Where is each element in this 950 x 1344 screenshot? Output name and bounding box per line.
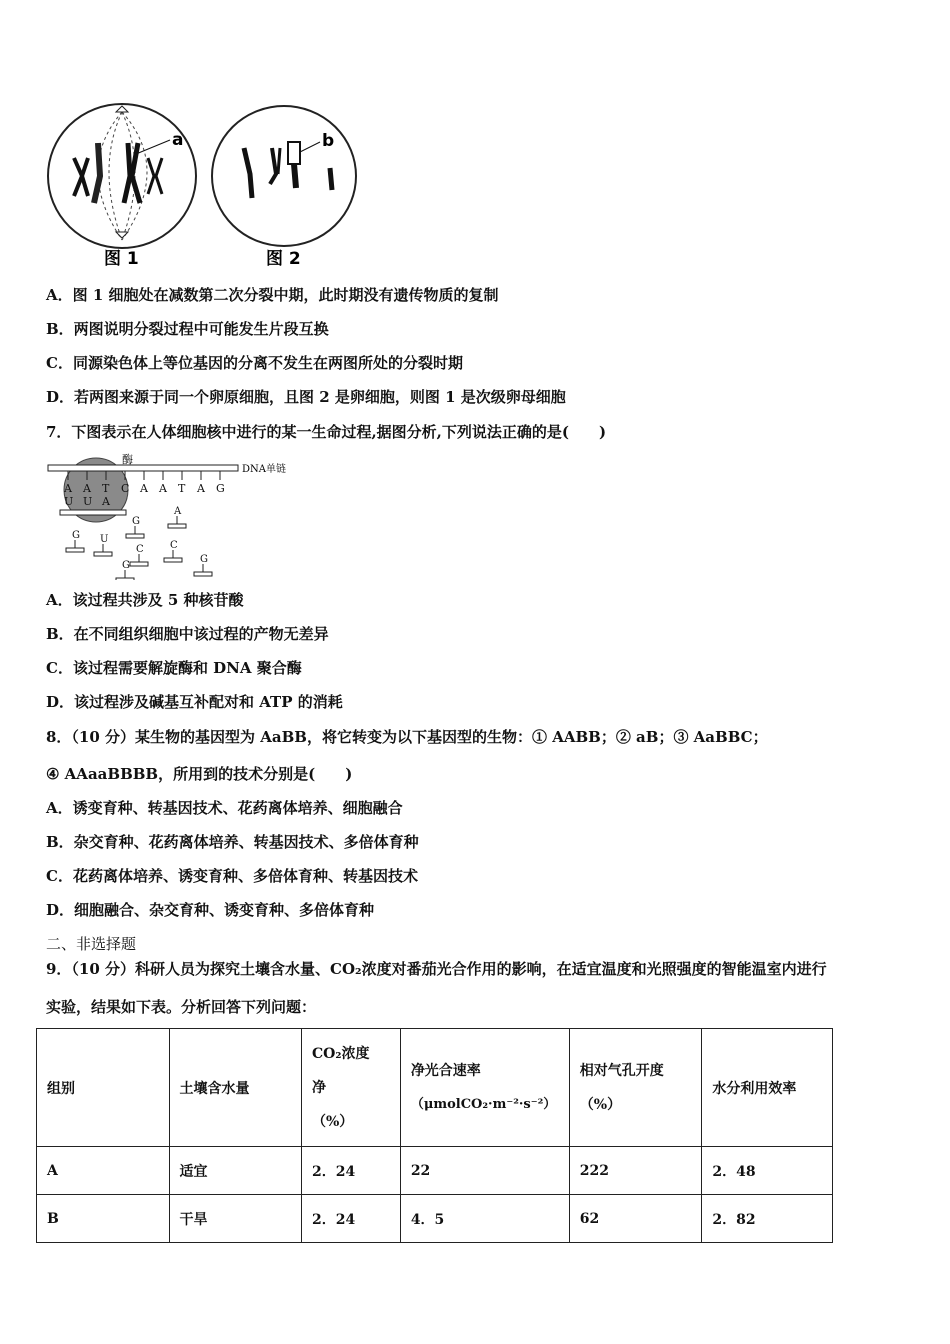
q6-option-a: A．图 1 细胞处在减数第二次分裂中期，此时期没有遗传物质的复制: [46, 286, 499, 304]
q7-option-b: B．在不同组织细胞中该过程的产物无差异: [46, 625, 329, 643]
header-water-efficiency: 水分利用效率: [702, 1029, 833, 1147]
centrosome-top: [116, 106, 128, 112]
cell-2-membrane: [212, 106, 356, 246]
q6-option-b: B．两图说明分裂过程中可能发生片段互换: [46, 320, 329, 338]
free-nucleotide-sugar: [194, 572, 212, 576]
q8-option-b: B．杂交育种、花药离体培养、转基因技术、多倍体育种: [46, 833, 419, 851]
q8-stem-line2: ④ AAaaBBBB，所用到的技术分别是( ): [46, 765, 353, 783]
free-nucleotide-sugar: [130, 562, 148, 566]
q7-option-c: C．该过程需要解旋酶和 DNA 聚合酶: [46, 659, 302, 677]
q7-option-a: A．该过程共涉及 5 种核苷酸: [46, 591, 244, 609]
cell-1-membrane: [48, 104, 196, 248]
header-co2: CO₂浓度 净 （%）: [302, 1029, 401, 1147]
enzyme-label: 酶: [122, 453, 133, 466]
q8-option-a: A．诱变育种、转基因技术、花药离体培养、细胞融合: [46, 799, 403, 817]
free-nucleotide-sugar: [94, 552, 112, 556]
free-nucleotide-base: C: [136, 544, 144, 555]
dna-base: G: [216, 482, 225, 495]
free-nucleotide-sugar: [126, 534, 144, 538]
figure-2-caption: 图 2: [266, 249, 301, 269]
dna-strand: [48, 465, 238, 471]
dna-base: T: [178, 482, 186, 495]
free-nucleotide-base: G: [132, 516, 140, 527]
label-b: b: [322, 131, 335, 151]
q8-stem-line1: 8．（10 分）某生物的基因型为 AaBB，将它转变为以下基因型的生物：① AABB；② aB；③ AaBBC；: [46, 728, 768, 746]
free-nucleotide-base: G: [122, 560, 130, 571]
q7-option-d: D．该过程涉及碱基互补配对和 ATP 的消耗: [46, 693, 343, 711]
header-stomatal-opening: 相对气孔开度 （%）: [569, 1029, 702, 1147]
q7-stem: 7．下图表示在人体细胞核中进行的某一生命过程,据图分析,下列说法正确的是( ): [46, 423, 607, 441]
dna-base: A: [64, 482, 72, 495]
chromosomes-cell-1: [74, 143, 162, 203]
pointer-line-b: [300, 142, 320, 152]
header-group: 组别: [37, 1029, 170, 1147]
section-title: 二、非选择题: [46, 935, 137, 953]
free-nucleotide-sugar: [66, 548, 84, 552]
label-a: a: [172, 130, 184, 150]
free-nucleotide-sugar: [116, 578, 134, 580]
pointer-line-a: [136, 140, 170, 154]
dna-bases: [63, 471, 225, 495]
strand-label: DNA单链: [242, 464, 286, 475]
rna-base: A: [102, 495, 110, 508]
dna-base: A: [83, 482, 91, 495]
transcription-figure: [46, 452, 298, 580]
free-nucleotide-base: C: [170, 540, 178, 551]
centrosome-bottom: [116, 232, 128, 238]
dna-base: C: [121, 482, 130, 495]
table-header-row: [37, 1029, 833, 1147]
chromosomes-cell-2: [244, 142, 332, 198]
free-nucleotide-base: G: [200, 554, 208, 565]
rna-strand: [60, 510, 126, 515]
q6-option-c: C．同源染色体上等位基因的分离不发生在两图所处的分裂时期: [46, 354, 463, 372]
header-net-photosynthesis: 净光合速率 （μmolCO₂·m⁻²·s⁻²）: [400, 1029, 569, 1147]
free-nucleotide-sugar: [164, 558, 182, 562]
q8-option-d: D．细胞融合、杂交育种、诱变育种、多倍体育种: [46, 901, 375, 919]
free-nucleotide-base: G: [72, 530, 80, 541]
q8-option-c: C．花药离体培养、诱变育种、多倍体育种、转基因技术: [46, 867, 418, 885]
rna-base: U: [83, 495, 93, 508]
table-row: B 干旱 2．24 4．5 62 2．82: [37, 1195, 833, 1243]
table-row: A 适宜 2．24 22 222 2．48: [37, 1147, 833, 1195]
q9-stem-line1: 9．（10 分）科研人员为探究土壤含水量、CO₂浓度对番茄光合作用的影响，在适宜温度和光照强度的智能温室内进行: [46, 960, 827, 978]
cell-division-figure: [44, 98, 366, 270]
dna-base: A: [140, 482, 148, 495]
results-table: [36, 1028, 833, 1243]
free-nucleotide-sugar: [168, 524, 186, 528]
rna-bases: [64, 495, 111, 508]
rna-base: U: [64, 495, 74, 508]
dna-base: A: [159, 482, 167, 495]
figure-1-caption: 图 1: [104, 249, 139, 269]
spindle-fibers: [98, 112, 147, 240]
header-soil-water: 土壤含水量: [169, 1029, 302, 1147]
q6-option-d: D．若两图来源于同一个卵原细胞，且图 2 是卵细胞，则图 1 是次级卵母细胞: [46, 388, 566, 406]
free-nucleotide-base: A: [174, 506, 182, 517]
dna-base: A: [197, 482, 205, 495]
free-nucleotide-base: U: [100, 534, 109, 545]
q9-stem-line2: 实验，结果如下表。分析回答下列问题：: [46, 998, 317, 1016]
dna-base: T: [102, 482, 110, 495]
